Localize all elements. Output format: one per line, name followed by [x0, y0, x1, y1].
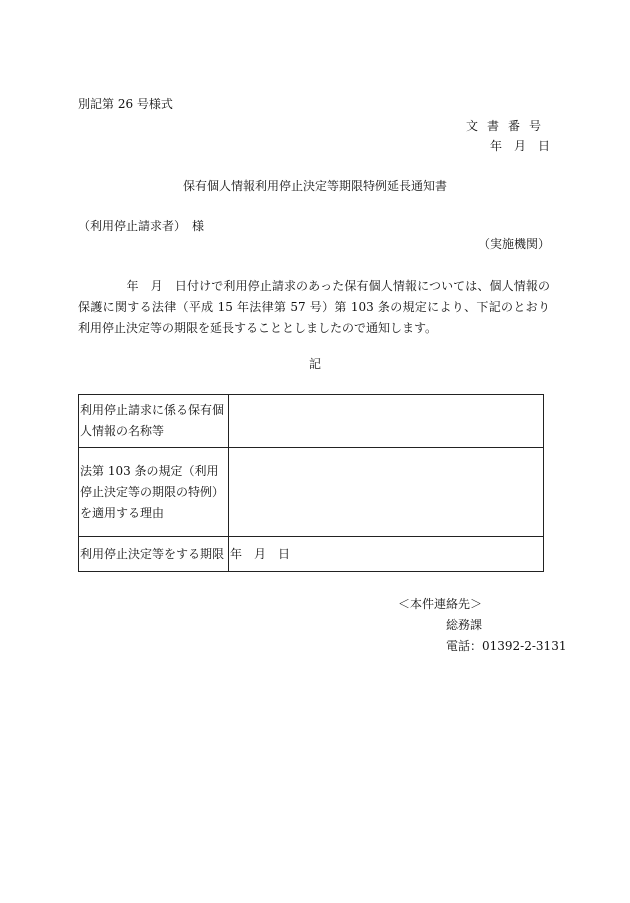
- row-value: 年 月 日: [229, 537, 544, 572]
- implementing-agency: （実施機関）: [477, 237, 550, 251]
- issue-date: [490, 138, 550, 154]
- notice-body: 年 月 日付けで利用停止請求のあった保有個人情報については、個人情報の保護に関する法律（平成 15 年法律第 57 号）第 103 条の規定により、下記のとおり利用停止決定等の期限を延長することとしましたので通知します。: [78, 279, 550, 335]
- row-label: 利用停止決定等をする期限: [79, 537, 229, 572]
- contact-department: 総務課: [446, 618, 483, 632]
- info-table: [78, 394, 544, 572]
- row-label: 利用停止請求に係る保有個人情報の名称等: [79, 395, 229, 448]
- document-title: 保有個人情報利用停止決定等期限特例延長通知書: [182, 179, 447, 193]
- table-row: [79, 537, 544, 572]
- row-label: 法第 103 条の規定（利用停止決定等の期限の特例）を適用する理由: [79, 448, 229, 537]
- issue-date-text: 年 月 日: [489, 139, 550, 153]
- row-value: [229, 395, 544, 448]
- addressee: （利用停止請求者） 様: [78, 219, 205, 233]
- table-row: [79, 448, 544, 537]
- row-value: [229, 448, 544, 537]
- document-number: 文書番号: [465, 119, 550, 133]
- table-row: [79, 395, 544, 448]
- form-number: 別記第 26 号様式: [78, 97, 173, 111]
- contact-heading: ＜本件連絡先＞: [398, 597, 483, 611]
- ki-heading: 記: [308, 357, 321, 371]
- contact-phone: 電話：01392-2-3131: [446, 639, 567, 653]
